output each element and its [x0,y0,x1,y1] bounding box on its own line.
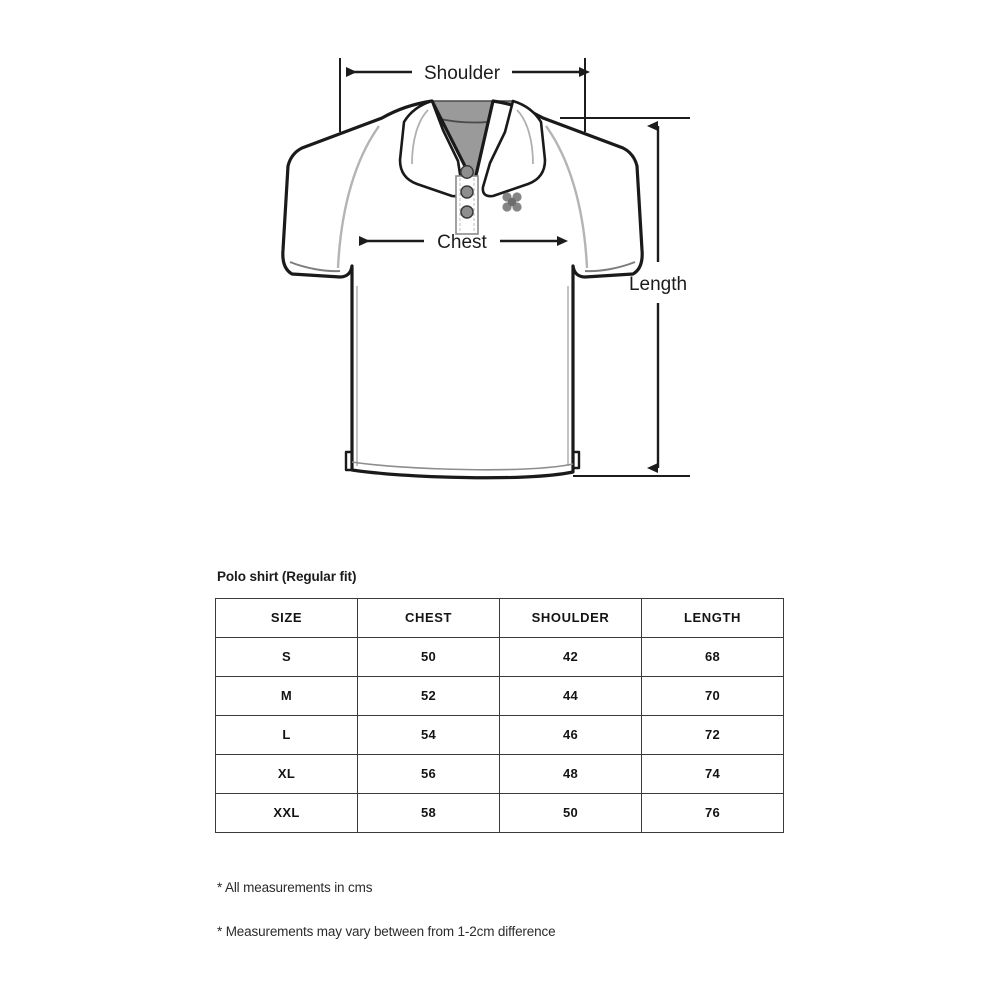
chest-label: Chest [437,232,487,253]
table-row [216,715,784,754]
cell-shoulder: 42 [500,637,642,676]
cell-chest: 54 [358,715,500,754]
shoulder-label: Shoulder [423,63,501,84]
table-row [216,676,784,715]
header-shoulder: SHOULDER [500,598,642,637]
cell-chest: 52 [358,676,500,715]
shirt-graphic [283,101,642,478]
cell-length: 72 [642,715,784,754]
footnotes [217,880,817,940]
button-middle [461,186,473,198]
cell-size: L [216,715,358,754]
note-measurement-variance: * Measurements may vary between from 1-2cm difference [217,924,556,940]
cell-size: XXL [216,793,358,832]
cell-size: S [216,637,358,676]
cell-shoulder: 48 [500,754,642,793]
table-row [216,793,784,832]
cell-shoulder: 46 [500,715,642,754]
cell-size: M [216,676,358,715]
cell-size: XL [216,754,358,793]
cell-length: 70 [642,676,784,715]
cell-chest: 58 [358,793,500,832]
header-length: LENGTH [642,598,784,637]
placket-buttons [461,166,473,218]
header-size: SIZE [216,598,358,637]
table-row [216,637,784,676]
cell-length: 74 [642,754,784,793]
button-bottom [461,206,473,218]
note-measurements-unit: * All measurements in cms [217,880,373,895]
button-top [461,166,473,178]
table-header-row [216,598,784,637]
button-placket [456,176,478,234]
table-row [216,754,784,793]
length-label: Length [628,274,688,295]
cell-length: 76 [642,793,784,832]
cell-shoulder: 44 [500,676,642,715]
cell-length: 68 [642,637,784,676]
header-chest: CHEST [358,598,500,637]
size-table [215,598,784,833]
cell-chest: 56 [358,754,500,793]
cell-shoulder: 50 [500,793,642,832]
table-caption: Polo shirt (Regular fit) [217,569,357,584]
size-table-section [215,570,785,833]
cell-chest: 50 [358,637,500,676]
